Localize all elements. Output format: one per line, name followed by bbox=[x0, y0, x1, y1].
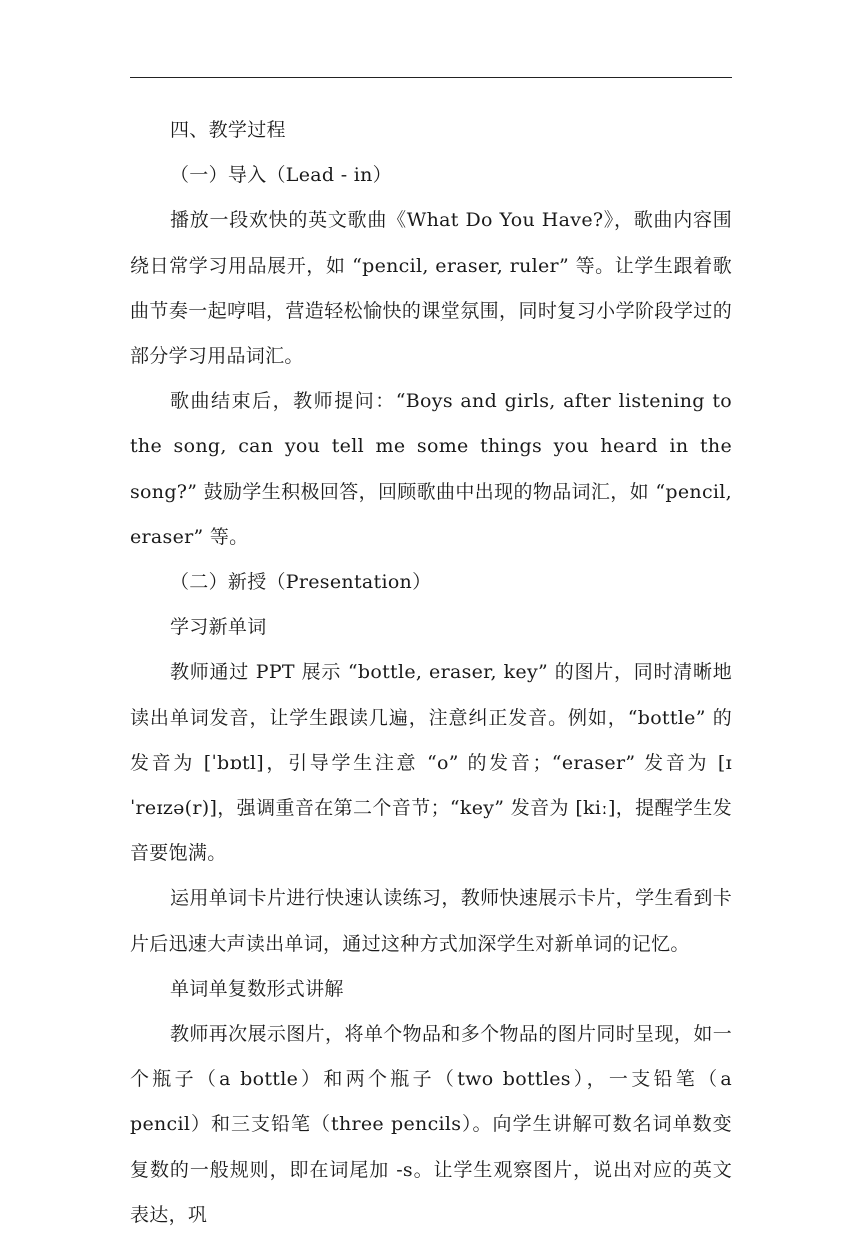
subsection-title-lead-in: （一）导入（Lead - in） bbox=[170, 164, 392, 187]
document-body bbox=[130, 108, 732, 1238]
header-rule bbox=[130, 77, 732, 78]
subsection-title-presentation: （二）新授（Presentation） bbox=[170, 571, 432, 594]
paragraph-song-intro: 播放一段欢快的英文歌曲《What Do You Have?》，歌曲内容围绕日常学习用品展开，如 “pencil, eraser, ruler” 等。让学生跟着歌曲节奏一起哼唱，营造轻松愉快的课堂氛围，同时复习小学阶段学过的部分学习用品词汇。 bbox=[130, 209, 732, 368]
paragraph-word-cards: 运用单词卡片进行快速认读练习，教师快速展示卡片，学生看到卡片后迅速大声读出单词，通过这种方式加深学生对新单词的记忆。 bbox=[130, 887, 732, 955]
section-heading: 四、教学过程 bbox=[170, 119, 286, 141]
sub-heading-new-words: 学习新单词 bbox=[170, 616, 267, 639]
sub-heading-plural-forms: 单词单复数形式讲解 bbox=[170, 977, 344, 1000]
paragraph-plural-rules: 教师再次展示图片，将单个物品和多个物品的图片同时呈现，如一个瓶子（a bottle）和两个瓶子（two bottles），一支铅笔（a pencil）和三支铅笔（three pencils）。向学生讲解可数名词单数变复数的一般规则，即在词尾加 -s。让学生观察图片，说出对应的英文表达，巩 bbox=[130, 1023, 732, 1226]
paragraph-pronunciation: 教师通过 PPT 展示 “bottle, eraser, key” 的图片，同时清晰地读出单词发音，让学生跟读几遍，注意纠正发音。例如，“bottle” 的发音为 [ˈbɒtl]，引导学生注意 “o” 的发音；“eraser” 发音为 [ɪˈreɪzə(r)]，强调重音在第二个音节；“key” 发音为 [kiː]，提醒学生发音要饱满。 bbox=[130, 661, 732, 865]
paragraph-teacher-question: 歌曲结束后，教师提问：“Boys and girls, after listening to the song, can you tell me some things you heard in the song?” 鼓励学生积极回答，回顾歌曲中出现的物品词汇，如 “pencil, eraser” 等。 bbox=[130, 390, 732, 548]
